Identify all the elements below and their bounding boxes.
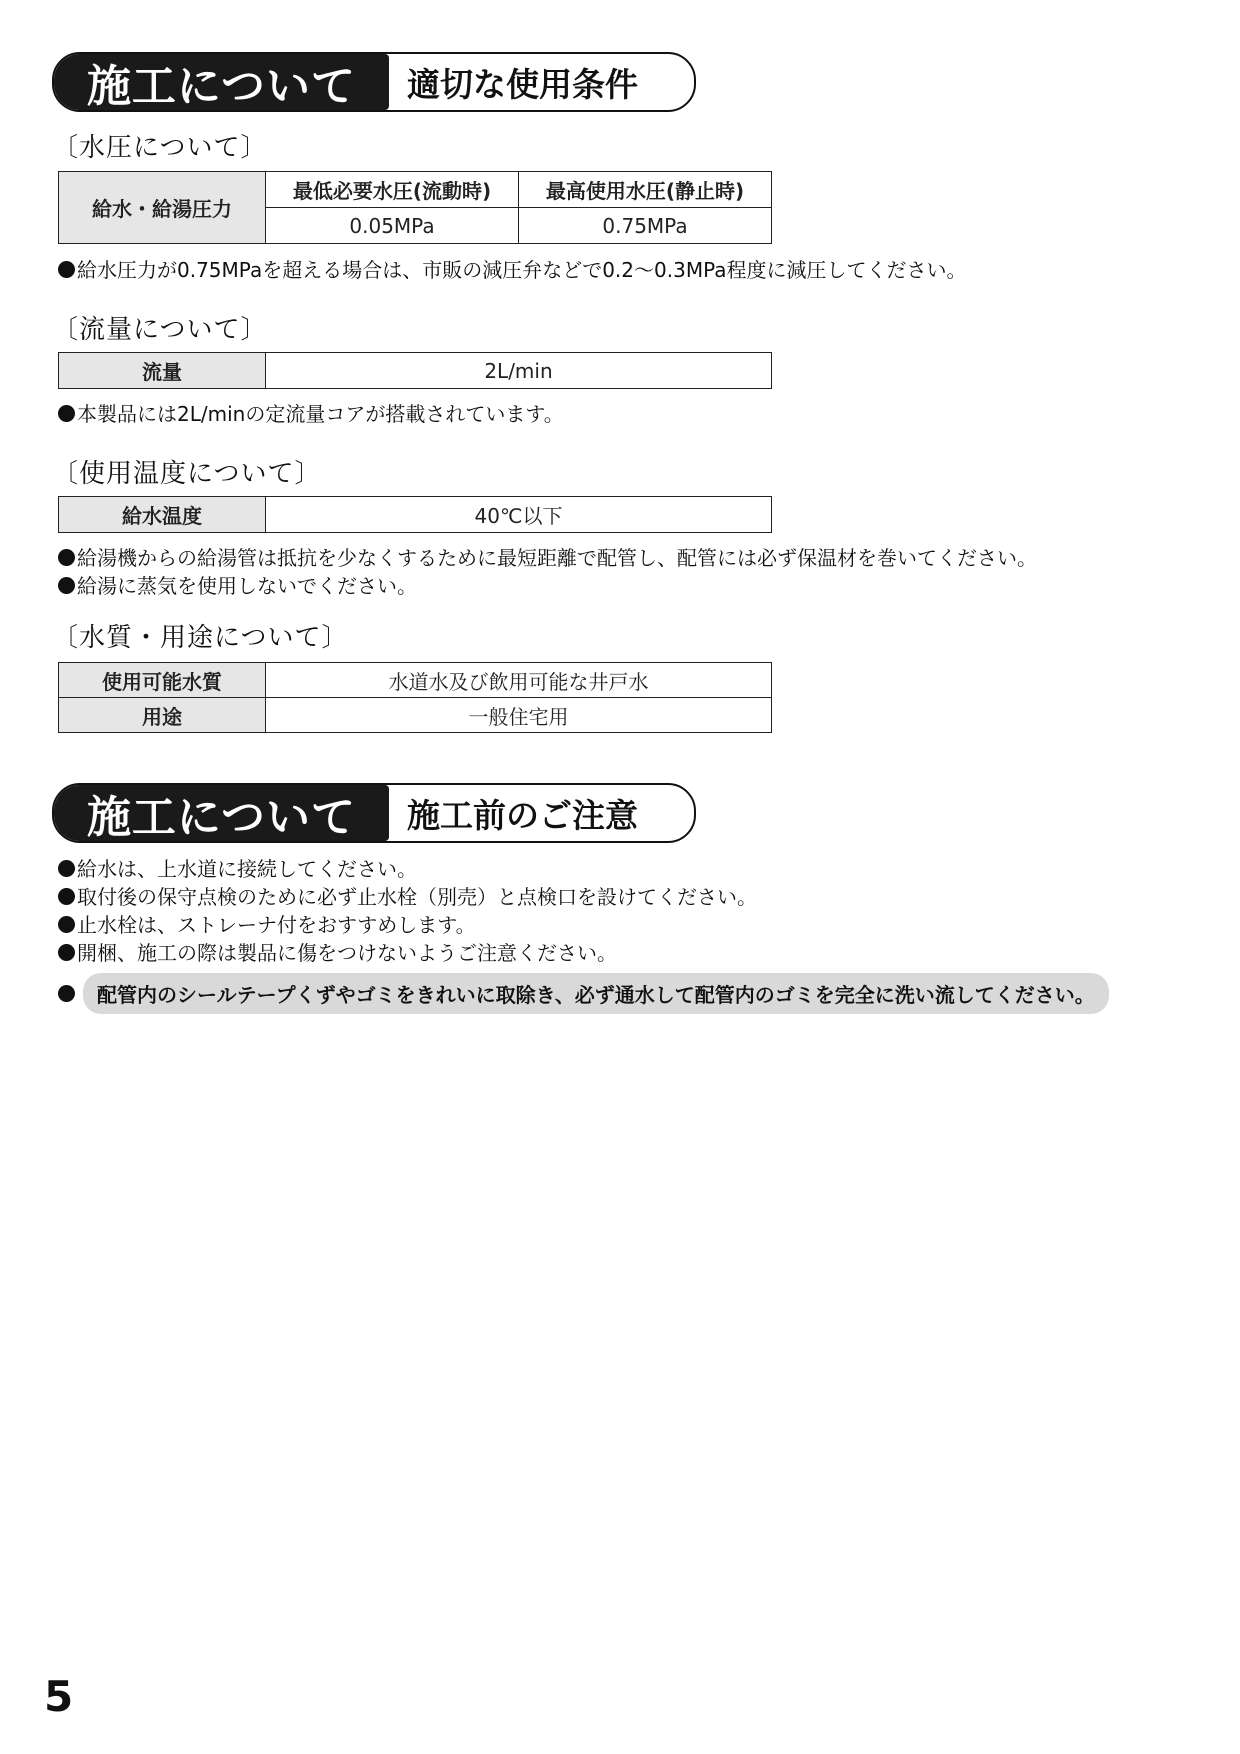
section-title-main: 施工について bbox=[54, 785, 389, 841]
value-max-pressure: 0.75MPa bbox=[519, 208, 772, 244]
bullet-icon bbox=[58, 405, 75, 422]
section-title-sub: 施工前のご注意 bbox=[407, 795, 638, 835]
bullet-icon bbox=[58, 916, 75, 933]
section-header-precautions bbox=[52, 783, 696, 843]
table-temperature bbox=[58, 496, 772, 533]
precaution-note-2: 取付後の保守点検のために必ず止水栓（別売）と点検口を設けてください。 bbox=[58, 881, 757, 910]
heading-temperature: 〔使用温度について〕 bbox=[52, 459, 322, 489]
label-water-quality: 使用可能水質 bbox=[59, 663, 266, 698]
bullet-icon bbox=[58, 888, 75, 905]
value-usage: 一般住宅用 bbox=[266, 698, 772, 733]
table-flow bbox=[58, 352, 772, 389]
note-temperature-1: 給湯機からの給湯管は抵抗を少なくするために最短距離で配管し、配管には必ず保温材を巻いてください。 bbox=[58, 542, 1037, 571]
note-pressure: 給水圧力が0.75MPaを超える場合は、市販の減圧弁などで0.2〜0.3MPa程度に減圧してください。 bbox=[58, 254, 967, 283]
bullet-icon bbox=[58, 577, 75, 594]
section-header-conditions bbox=[52, 52, 696, 112]
bullet-icon bbox=[58, 549, 75, 566]
heading-water-pressure: 〔水圧について〕 bbox=[52, 133, 268, 163]
precaution-note-4: 開梱、施工の際は製品に傷をつけないようご注意ください。 bbox=[58, 937, 617, 966]
bullet-icon bbox=[58, 985, 75, 1002]
header-min-pressure: 最低必要水圧(流動時) bbox=[266, 172, 519, 208]
bullet-icon bbox=[58, 261, 75, 278]
heading-quality: 〔水質・用途について〕 bbox=[52, 623, 349, 653]
label-flow: 流量 bbox=[59, 353, 266, 389]
label-temperature: 給水温度 bbox=[59, 497, 266, 533]
value-flow: 2L/min bbox=[266, 353, 772, 389]
heading-flow: 〔流量について〕 bbox=[52, 315, 268, 345]
table-water-pressure bbox=[58, 171, 772, 244]
note-temperature-2: 給湯に蒸気を使用しないでください。 bbox=[58, 570, 417, 599]
precaution-note-3: 止水栓は、ストレーナ付をおすすめします。 bbox=[58, 909, 476, 938]
page-number: 5 bbox=[44, 1672, 74, 1721]
section-title-sub: 適切な使用条件 bbox=[407, 64, 638, 104]
note-flow: 本製品には2L/minの定流量コアが搭載されています。 bbox=[58, 398, 564, 427]
highlight-note bbox=[58, 973, 1109, 1014]
label-supply-pressure: 給水・給湯圧力 bbox=[59, 172, 266, 244]
highlight-note-text: 配管内のシールテープくずやゴミをきれいに取除き、必ず通水して配管内のゴミを完全に洗い流してください。 bbox=[83, 973, 1109, 1014]
value-temperature: 40℃以下 bbox=[266, 497, 772, 533]
value-water-quality: 水道水及び飲用可能な井戸水 bbox=[266, 663, 772, 698]
section-title-main: 施工について bbox=[54, 54, 389, 110]
precaution-note-1: 給水は、上水道に接続してください。 bbox=[58, 853, 417, 882]
label-usage: 用途 bbox=[59, 698, 266, 733]
bullet-icon bbox=[58, 944, 75, 961]
value-min-pressure: 0.05MPa bbox=[266, 208, 519, 244]
bullet-icon bbox=[58, 860, 75, 877]
table-quality bbox=[58, 662, 772, 733]
header-max-pressure: 最高使用水圧(静止時) bbox=[519, 172, 772, 208]
